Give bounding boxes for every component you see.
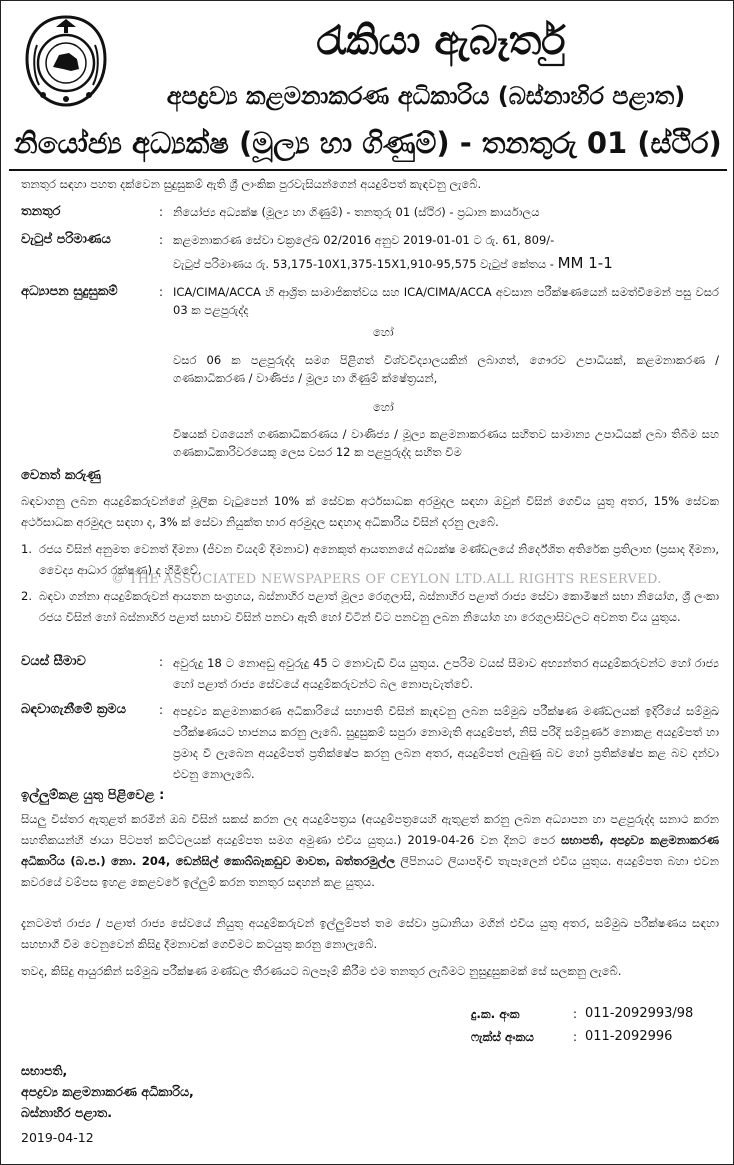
colon: :: [159, 655, 164, 669]
age-limit-label: වයස් සීමාව: [21, 654, 86, 669]
salary-line-1: කළමනාකරණ සේවා චක්‍රලේඛ 02/2016 අනුව 2019-01-01 ට රු. 61, 809/-: [173, 233, 555, 247]
signatory-province: බස්නාහිර පළාත.: [21, 1105, 112, 1120]
department-name: අපද්‍රව්‍ය කළමනාකරණ අධිකාරිය (බස්නාහිර පළාත): [166, 82, 686, 110]
signatory-organization: අපද්‍රව්‍ය කළමනාකරණ අධිකාරිය,: [21, 1084, 194, 1099]
phone-label: දු.ක. අංක: [471, 1007, 520, 1021]
salary-label: වැටුප් පරිමාණය: [21, 232, 111, 247]
post-value: නියෝජ්‍ය අධ්‍යක්ෂ (මූල්‍ය හා ගිණුම්) - තනතුරු 01 (ස්ථිර) - ප්‍රධාන කාර්යාලය: [173, 205, 540, 219]
publication-date: 2019-04-12: [21, 1130, 94, 1145]
post-title: නියෝජ්‍ය අධ්‍යක්ෂ (මූල්‍ය හා ගිණුම්) - තනතුරු 01 (ස්ථිර): [14, 126, 722, 160]
page-title: රැකියා ඇබෑර්තු: [316, 18, 566, 64]
education-label: අධ්‍යාපන සුදුසුකම්: [21, 284, 118, 299]
education-option-1: ICA/CIMA/ACCA හි ආශ්‍රිත සාමාජිකත්වය සහ ICA/CIMA/ACCA අවසාන පරීක්ෂණයෙන් සමත්වීමෙන් පසු වසර 03 ක පළපුරුද්ද: [173, 285, 719, 317]
other-terms-heading: වෙනත් කරුණු: [21, 468, 101, 483]
colon: :: [159, 703, 164, 717]
recruitment-label: බඳවාගැනීමේ ක්‍රමය: [21, 702, 127, 717]
post-label: තනතුර: [21, 204, 61, 219]
recruitment-value: අපද්‍රව්‍ය කළමනාකරණ අධිකාරියේ සභාපති විසින් කැඳවනු ලබන සම්මුඛ පරීක්ෂණ මණ්ඩලයක් ඉදිරියේ සම්මුඛ පරීක්ෂණයට භාජනය කරනු ලැබේ. සුදුසුකම් සපුරා නොමැති අයදුම්පත්, නිසි පරිදි සම්පූර්ණ නොකළ අයදුම්පත් හා ප්‍රමාද වී ලැබෙන අයදුම්පත් ප්‍රතික්ෂේප කරනු ලබන අතර, අයදුම්පත් ලැබුණු බව හෝ ප්‍රතික්ෂේප කළ බව දන්වා එවනු නොලැබේ.: [173, 704, 719, 781]
signatory-title: සභාපති,: [21, 1063, 68, 1078]
application-text: සියලු විස්තර ඇතුළත් කරමින් ඔබ විසින් සකස් කරන ලද අයදුම්පත්‍රය (අයදුම්පත්‍රයෙහි ඇතුළත් කරනු ලබන අධ්‍යාපන හා පළපුරුද්ද සනාථ කරන සහතිකයන්හි ඡායා පිටපත් කට්ටලයක් අයදුම්පත සමග අමුණා එවිය යුතුය.) 2019-04-26 වන දිනට පෙර: [21, 812, 719, 847]
phone-number: 011-2092993/98: [585, 1006, 694, 1021]
sri-lanka-emblem-icon: [23, 15, 109, 107]
or-text: හෝ: [373, 325, 394, 339]
fax-number: 011-2092996: [585, 1029, 673, 1044]
salary-code: MM 1-1: [557, 254, 613, 272]
list-item: බඳවා ගන්නා අයදුම්කරුවන් ආයතන සංග්‍රහය, බස්නාහිර පළාත් මූල්‍ය රෙගුලාසි, බස්නාහිර පළාත් රාජ්‍ය සේවා කොමිෂන් සභා නියෝග, ශ්‍රී ලංකා රජය විසින් හෝ බස්නාහිර පළාත් සභාව විසින් පනවා ඇති හෝ විටින් විට පනවනු ලබන නියෝග හා රෙගුලාසිවලට අවනත විය යුතුය.: [39, 589, 719, 624]
list-item-number: 2.: [21, 589, 32, 603]
application-heading: ඉල්ලුම්කළ යුතු පිළිවෙළ :: [21, 788, 165, 803]
application-text: ලිපිනයට ලියාපදිංචි තැපෑලෙන් එවිය යුතුය. අයදුම්පත බහා එවන කවරයේ වම්පස ඉහළ කෙළවරේ ඉල්ලුම් කරන තනතුර සඳහන් කළ යුතුය.: [21, 854, 719, 889]
application-paragraph-3: තවද, කිසිදු ආයුරකින් සම්මුඛ පරීක්ෂණ මණ්ඩල තීරණයට බලපෑම් කිරීම එම තනතුර ලැබීමට නුසුදුසුකමක් සේ සලකනු ලැබේ.: [21, 964, 622, 978]
other-terms-paragraph: බඳවාගනු ලබන අයදුම්කරුවන්ගේ මූලික වැටුපෙන් 10% ක් සේවක අර්ථසාධක අරමුදල සඳහා ඔවුන් විසින් ගෙවිය යුතු අතර, 15% සේවක අර්ථසාධක අරමුදල සඳහා ද, 3% ක් සේවා නියුක්ත භාර අරමුදල සඳහාද අධිකාරිය විසින් දරනු ලැබේ.: [21, 494, 719, 529]
education-option-2: වසර 06 ක පළපුරුද්ද සමග පිළිගත් විශ්වවිද්‍යාලයකින් ලබාගත්, ගෞරව උපාධියක්, කළමනාකරණ / ගණකාධිකරණ / වාණිජ්‍ය / මූල්‍ය හා ගිණුම් ක්ෂේත්‍රයන්,: [173, 353, 719, 385]
salary-scale: වැටුප් පරිමාණය රු. 53,175-10X1,375-15X1,910-95,575 වැටුප් කේතය -: [173, 257, 558, 271]
application-address: සභාපති, අපද්‍රව්‍ය කළමනාකරණ අධිකාරිය (බ.ප.) නො. 204, ඩෙන්සිල් කොබ්බෑකඩුව මාවත, බත්තරමුල්ල: [21, 833, 719, 868]
education-option-3: විෂයක් වශයෙන් ගණකාධිකරණය / වාණිජ්‍ය / මූල්‍ය කළමනාකරණය සහිතව සාමාන්‍ය උපාධියක් ලබා තිබීම සහ ගණකාධිකාරිවරයෙකු ලෙස වසර 12 ක පළපුරුද්ද සහිත විම: [173, 427, 719, 459]
list-item: රජය විසින් අනුමත වෙනත් දීමනා (ජීවන වියදම් දීමනාව) අනෙකුත් ආයතනයේ අධ්‍යක්ෂ මණ්ඩලයේ නිර්දේශිත අතිරේක ප්‍රතිලාභ (ප්‍රසාද දීමනා, වෛද්‍ය ආධාර රක්ෂණ) ද හිමිවේ.: [39, 542, 719, 577]
fax-label: ෆැක්ස් අංකය: [471, 1030, 534, 1044]
header-divider: [9, 169, 727, 171]
colon: :: [573, 1007, 578, 1021]
copyright-watermark: © THE ASSOCIATED NEWSPAPERS OF CEYLON LTD.ALL RIGHTS RESERVED.: [111, 572, 662, 587]
colon: :: [159, 285, 164, 299]
colon: :: [159, 205, 164, 219]
application-paragraph-1: [21, 809, 719, 893]
application-paragraph-2: දැනටමත් රාජ්‍ය / පළාත් රාජ්‍ය සේවයේ නියුතු අයදුම්කරුවන් ඉල්ලුම්පත් තම සේවා ප්‍රධානියා මගින් එවිය යුතු අතර, සම්මුඛ පරීක්ෂණය සඳහා සහභාගී වීම වෙනුවෙන් කිසිදු දීමනාවක් ගෙවීමට කටයුතු කරනු නොලැබේ.: [21, 916, 719, 951]
list-item-number: 1.: [21, 542, 32, 556]
age-limit-value: අවුරුදු 18 ට නොඅඩු අවුරුදු 45 ට නොවැඩි විය යුතුය. උපරිම වයස් සීමාව අභ්‍යන්තර අයදුම්කරුවන්ට හෝ රාජ්‍ය හෝ පළාත් රාජ්‍ය සේවයේ අයදුම්කරුවන්ට බල නොපැවැත්වේ.: [173, 656, 719, 691]
colon: :: [573, 1030, 578, 1044]
or-text: හෝ: [373, 400, 394, 414]
intro-text: තනතුර සඳහා පහත දක්වෙන සුදුසුකම් ඇති ශ්‍රී ලාංකික පුරවැසියන්ගෙන් අයදුම්පත් කැඳවනු ලැබේ.: [21, 177, 482, 191]
salary-line-2: [173, 254, 719, 273]
colon: :: [159, 233, 164, 247]
